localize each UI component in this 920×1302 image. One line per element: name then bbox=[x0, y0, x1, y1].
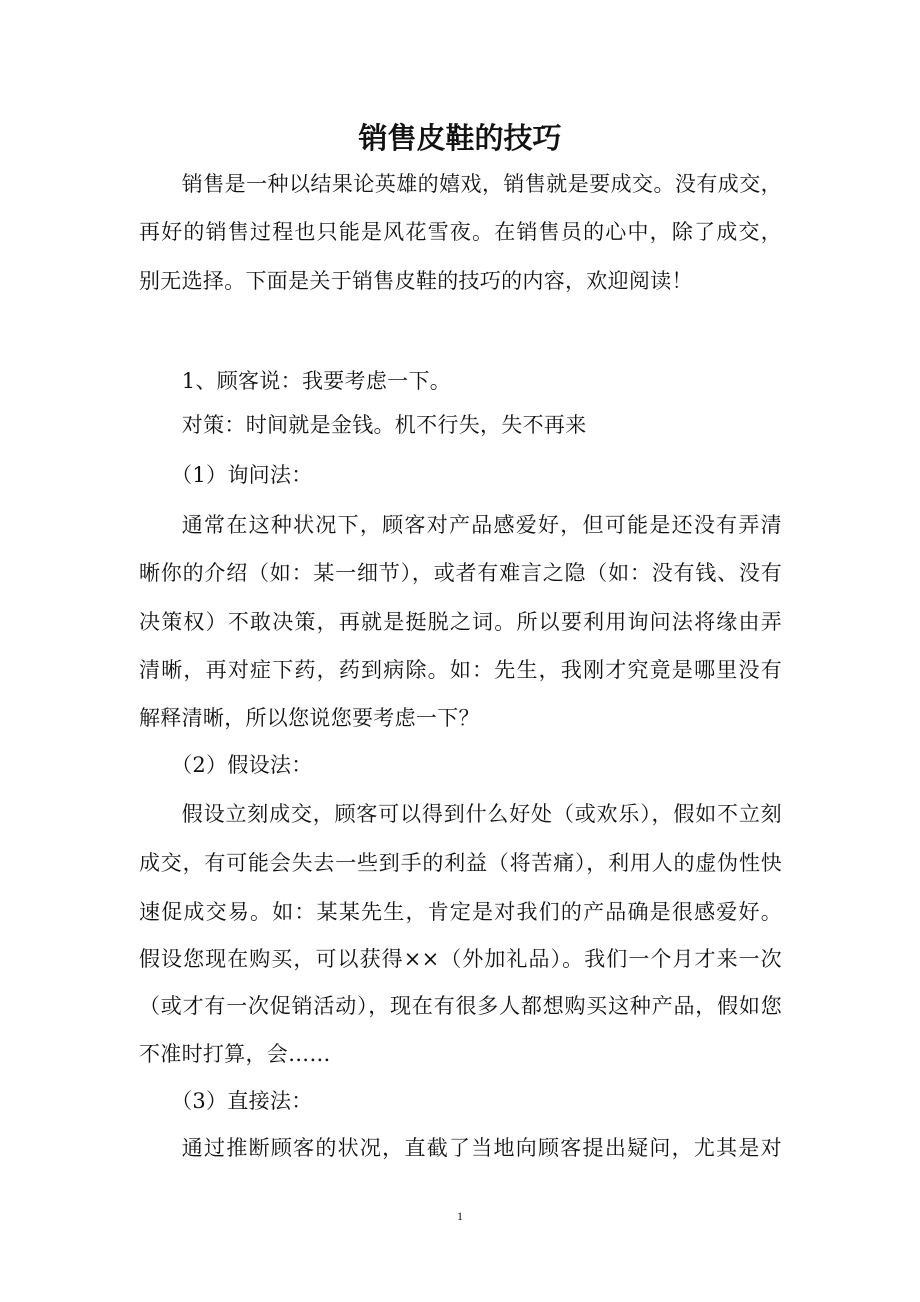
paragraph-line: 1、顾客说：我要考虑一下。 bbox=[181, 369, 452, 393]
paragraph-line: 通常在这种状况下，顾客对产品感爱好，但可能是还没有弄清 bbox=[181, 513, 782, 537]
document-title: 销售皮鞋的技巧 bbox=[358, 121, 562, 155]
paragraph-line: 清晰，再对症下药，药到病除。如：先生，我刚才究竟是哪里没有 bbox=[139, 658, 782, 682]
paragraph-line: 对策：时间就是金钱。机不行失，失不再来 bbox=[181, 413, 587, 437]
paragraph-line: （或才有一次促销活动），现在有很多人都想购买这种产品，假如您 bbox=[139, 994, 782, 1018]
paragraph-line: 再好的销售过程也只能是风花雪夜。在销售员的心中，除了成交， bbox=[139, 220, 782, 244]
paragraph-line: 假设立刻成交，顾客可以得到什么好处（或欢乐），假如不立刻 bbox=[181, 802, 782, 826]
paragraph-line: 别无选择。下面是关于销售皮鞋的技巧的内容，欢迎阅读！ bbox=[139, 269, 693, 293]
paragraph-line: 解释清晰，所以您说您要考虑一下？ bbox=[139, 706, 480, 730]
paragraph-line: 销售是一种以结果论英雄的嬉戏，销售就是要成交。没有成交， bbox=[181, 172, 782, 196]
paragraph-line: （3）直接法： bbox=[171, 1089, 313, 1113]
paragraph-line: 成交，有可能会失去一些到手的利益（将苦痛），利用人的虚伪性快 bbox=[139, 851, 782, 875]
page-number: 1 bbox=[457, 1209, 463, 1223]
paragraph-line: 速促成交易。如：某某先生，肯定是对我们的产品确是很感爱好。 bbox=[139, 900, 782, 924]
paragraph-line: （1）询问法： bbox=[171, 463, 313, 487]
paragraph-line: （2）假设法： bbox=[171, 753, 313, 777]
paragraph-line: 决策权）不敢决策，再就是挺脱之词。所以要利用询问法将缘由弄 bbox=[139, 610, 782, 634]
paragraph-line: 不准时打算，会…… bbox=[139, 1042, 331, 1066]
paragraph-line: 晰你的介绍（如：某一细节），或者有难言之隐（如：没有钱、没有 bbox=[139, 561, 782, 585]
paragraph-line: 通过推断顾客的状况，直截了当地向顾客提出疑问，尤其是对 bbox=[181, 1136, 782, 1160]
paragraph-line: 假设您现在购买，可以获得××（外加礼品）。我们一个月才来一次 bbox=[139, 947, 782, 971]
